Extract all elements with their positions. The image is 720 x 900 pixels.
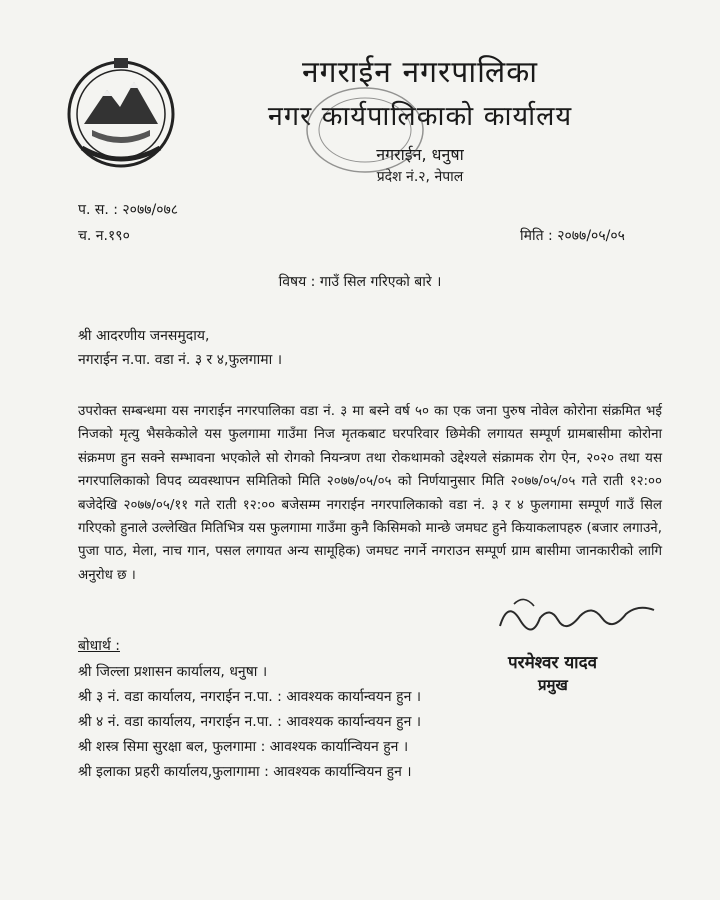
signer-name: परमेश्वर यादव xyxy=(508,653,598,673)
cc-list xyxy=(78,660,421,785)
cc-heading: बोधार्थ : xyxy=(78,638,120,654)
cc-item: श्री इलाका प्रहरी कार्यालय,फुलागामा : आवश्यक कार्यान्वियन हुन । xyxy=(78,764,412,780)
addressee-line-2: नगराईन न.पा. वडा नं. ३ र ४,फुलगामा । xyxy=(78,352,283,368)
cc-item: श्री ४ नं. वडा कार्यालय, नगराईन न.पा. : आवश्यक कार्यान्वयन हुन । xyxy=(78,714,422,730)
cc-item: श्री शस्त्र सिमा सुरक्षा बल, फुलगामा : आवश्यक कार्यान्वियन हुन । xyxy=(78,739,409,755)
addressee-line-1: श्री आदरणीय जनसमुदाय, xyxy=(78,328,210,344)
handwritten-signature xyxy=(494,590,664,640)
cc-item: श्री ३ नं. वडा कार्यालय, नगराईन न.पा. : आवश्यक कार्यान्वयन हुन । xyxy=(78,689,422,705)
office-name: नगर कार्यपालिकाको कार्यालय xyxy=(267,101,573,132)
signer-title: प्रमुख xyxy=(538,676,568,694)
letter-date: मिति : २०७७/०५/०५ xyxy=(520,228,625,244)
office-province: प्रदेश नं.२, नेपाल xyxy=(376,169,464,185)
office-stamp xyxy=(300,80,430,180)
patra-sankhya: प. स. : २०७७/०७८ xyxy=(78,202,179,218)
chalani-number: च. न.१९० xyxy=(78,228,130,244)
municipality-name: नगराईन नगरपालिका xyxy=(301,55,539,90)
letter-body: उपरोक्त सम्बन्धमा यस नगराईन नगरपालिका वडा नं. ३ मा बस्ने वर्ष ५० का एक जना पुरुष नोवेल कोरोना संक्रमित भई निजको मृत्यु भैसकेकोले यस फुलगामा गाउँमा निज मृतकबाट घरपरिवार छिमेकी लगायत सम्पूर्ण ग्रामबासीमा कोरोना संक्रमण हुन सक्ने सम्भावना भएकोले सो रोगको नियन्त्रण तथा रोकथामको उद्देश्यले संक्रामक रोग ऐन, २०२० तथा यस नगरपालिकाको विपद व्यवस्थापन समितिको मिति २०७७/०५/०५ को निर्णयानुसार मिति २०७७/०५/०५ गते राती १२:०० बजेदेखि २०७७/०५/११ गते राती १२:०० बजेसम्म नगराईन नगरपालिकाको वडा नं. ३ र ४ फुलगामा सम्पूर्ण गाउँ सिल गरिएको हुनाले उल्लेखित मितिभित्र यस फुलगामा गाउँमा कुनै किसिमको मान्छे जमघट हुने कियाकलापहरु (बजार लगाउने, पुजा पाठ, मेला, नाच गान, पसल लगायत अन्य सामूहिक) जमघट नगर्ने नगराउन सम्पूर्ण ग्राम बासीमा जानकारीको लागि अनुरोध छ । xyxy=(78,404,662,583)
letter-subject: विषय : गाउँ सिल गरिएको बारे । xyxy=(278,274,442,290)
office-location: नगराईन, धनुषा xyxy=(376,145,464,164)
cc-item: श्री जिल्ला प्रशासन कार्यालय, धनुषा । xyxy=(78,664,268,680)
